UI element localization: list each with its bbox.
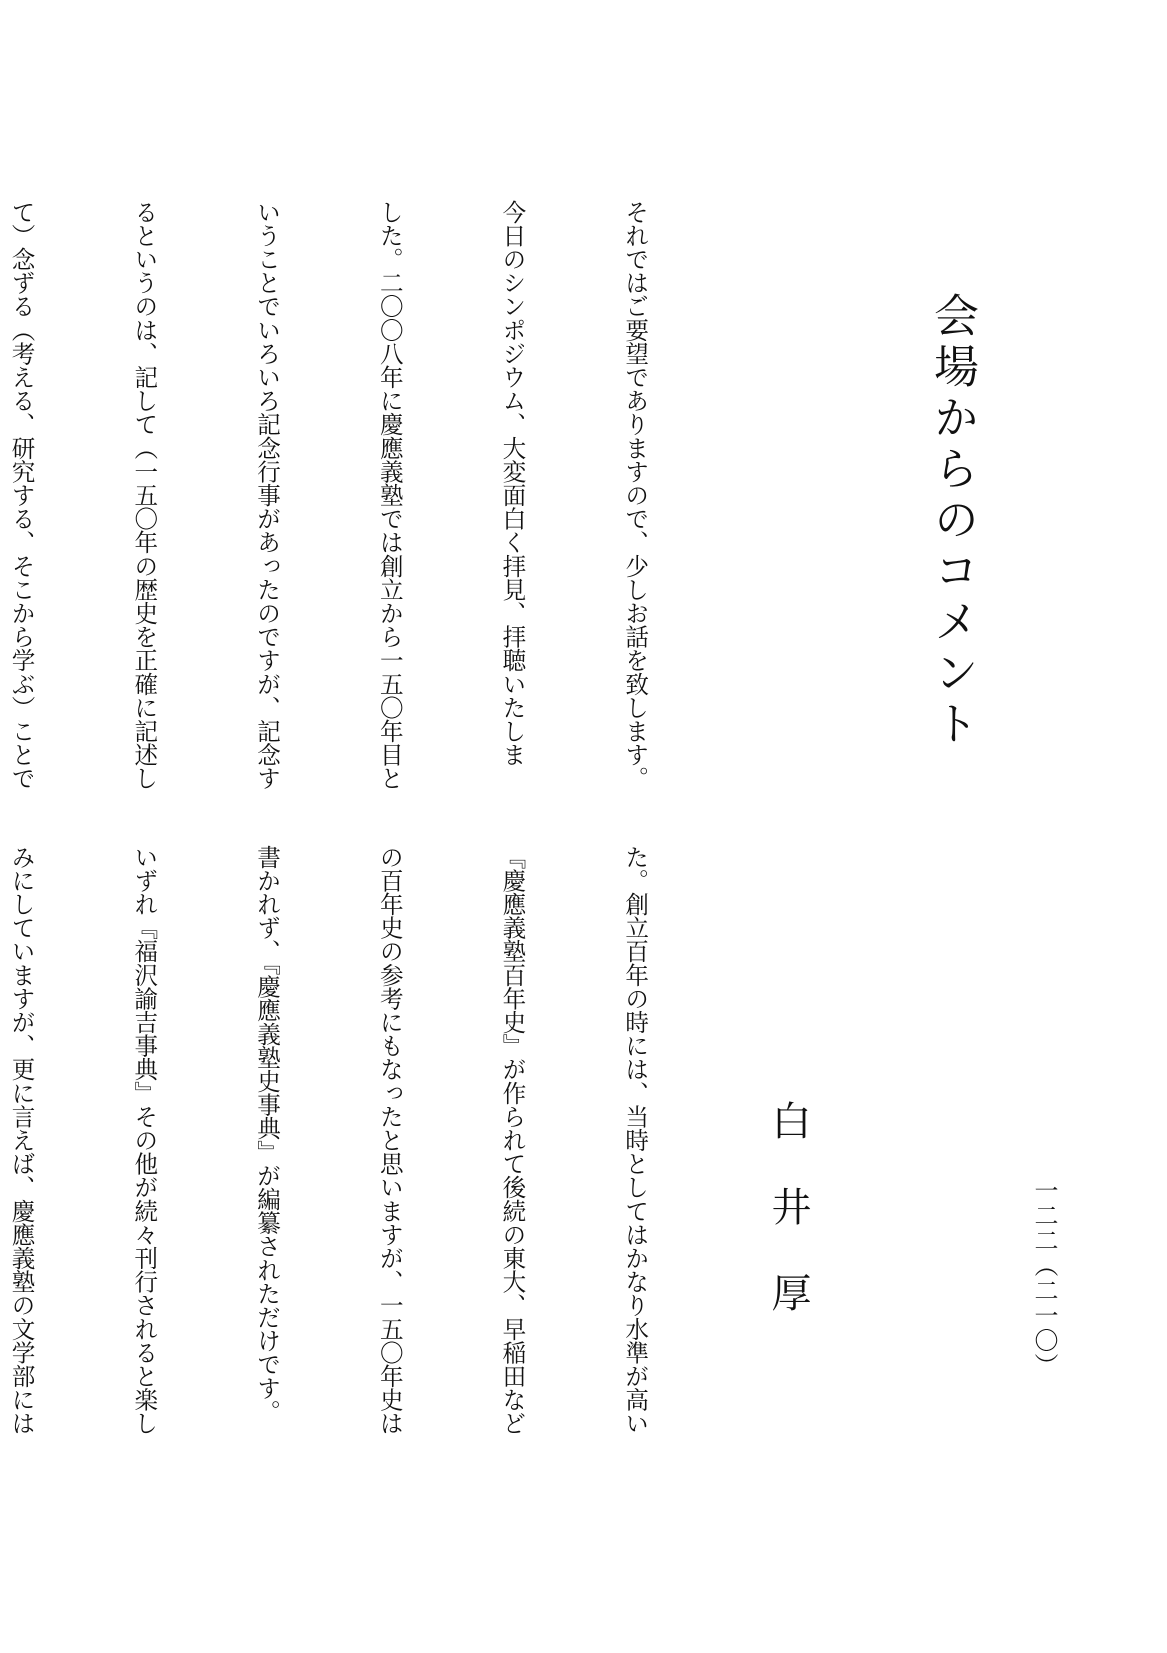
- author-name: 白井厚: [765, 1100, 811, 1358]
- text-line: て）念ずる（考える、研究する、そこから学ぶ）ことで: [7, 200, 36, 790]
- text-block-lower: [0, 845, 737, 1435]
- text-line: した。二〇〇八年に慶應義塾では創立から一五〇年目と: [375, 200, 404, 790]
- text-line: の百年史の参考にもなったと思いますが、一五〇年史は: [375, 845, 404, 1435]
- text-line: いうことでいろいろ記念行事があったのですが、記念す: [253, 200, 282, 790]
- text-line: 『慶應義塾百年史』が作られて後続の東大、早稲田など: [498, 845, 527, 1435]
- text-block-upper: [0, 200, 737, 796]
- text-line: るというのは、記して（一五〇年の歴史を正確に記述し: [130, 200, 159, 790]
- text-line: 書かれず、『慶應義塾史事典』が編纂されただけです。: [253, 845, 282, 1424]
- text-line: 今日のシンポジウム、大変面白く拝見、拝聴いたしま: [498, 200, 527, 767]
- text-line: みにしていますが、更に言えば、慶應義塾の文学部には: [7, 845, 36, 1435]
- text-line: それではご要望でありますので、少しお話を致します。: [621, 200, 650, 790]
- page-title: 会場からのコメント: [926, 292, 979, 751]
- text-line: いずれ『福沢諭吉事典』その他が続々刊行されると楽し: [130, 845, 159, 1435]
- page-number: 一二二（二一〇）: [1030, 1178, 1058, 1378]
- text-line: た。創立百年の時には、当時としてはかなり水準が高い: [621, 845, 650, 1435]
